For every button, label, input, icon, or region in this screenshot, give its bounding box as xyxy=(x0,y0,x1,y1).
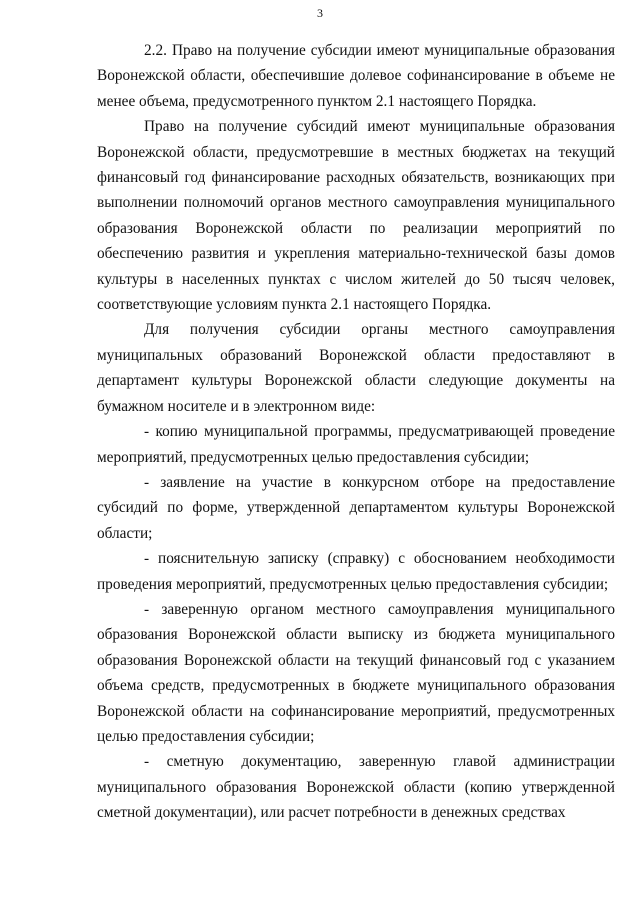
body-text xyxy=(97,38,615,826)
page-number: 3 xyxy=(317,6,323,20)
paragraph-documents-intro: Для получения субсидии органы местного самоуправления муниципальных образований Воронежской области предоставляют в департамент культуры Воронежской области следующие документы на бумажном носителе и в электронном виде: xyxy=(97,321,615,415)
list-item-estimate-documentation: - сметную документацию, заверенную главой администрации муниципального образования Воронежской области (копию утвержденной сметной документации), или расчет потребности в денежных средствах xyxy=(97,753,615,822)
list-item-application: - заявление на участие в конкурсном отборе на предоставление субсидий по форме, утвержденной департаментом культуры Воронежской области; xyxy=(97,473,615,542)
list-item-program-copy: - копию муниципальной программы, предусматривающей проведение мероприятий, предусмотренных целью предоставления субсидии; xyxy=(97,423,615,466)
paragraph-right-to-subsidies: Право на получение субсидий имеют муниципальные образования Воронежской области, предусмотревшие в местных бюджетах на текущий финансовый год финансирование расходных обязательств, возникающих при выполнении полномочий органов местного самоуправления муниципального образования Воронежской области по реализации мероприятий по обеспечению развития и укрепления материально-технической базы домов культуры в населенных пунктах с числом жителей до 50 тысяч человек, соответствующие условиям пункта 2.1 настоящего Порядка. xyxy=(97,118,615,314)
list-item-explanatory-note: - пояснительную записку (справку) с обоснованием необходимости проведения мероприятий, предусмотренных целью предоставления субсидии; xyxy=(97,550,615,593)
list-item-budget-extract: - заверенную органом местного самоуправления муниципального образования Воронежской области выписку из бюджета муниципального образования Воронежской области на текущий финансовый год с указанием объема средств, предусмотренных в бюджете муниципального образования Воронежской области на софинансирование мероприятий, предусмотренных целью предоставления субсидии; xyxy=(97,600,615,745)
paragraph-2-2-right-to-subsidy: 2.2. Право на получение субсидии имеют муниципальные образования Воронежской области, обеспечившие долевое софинансирование в объеме не менее объема, предусмотренного пунктом 2.1 настоящего Порядка. xyxy=(97,42,615,110)
